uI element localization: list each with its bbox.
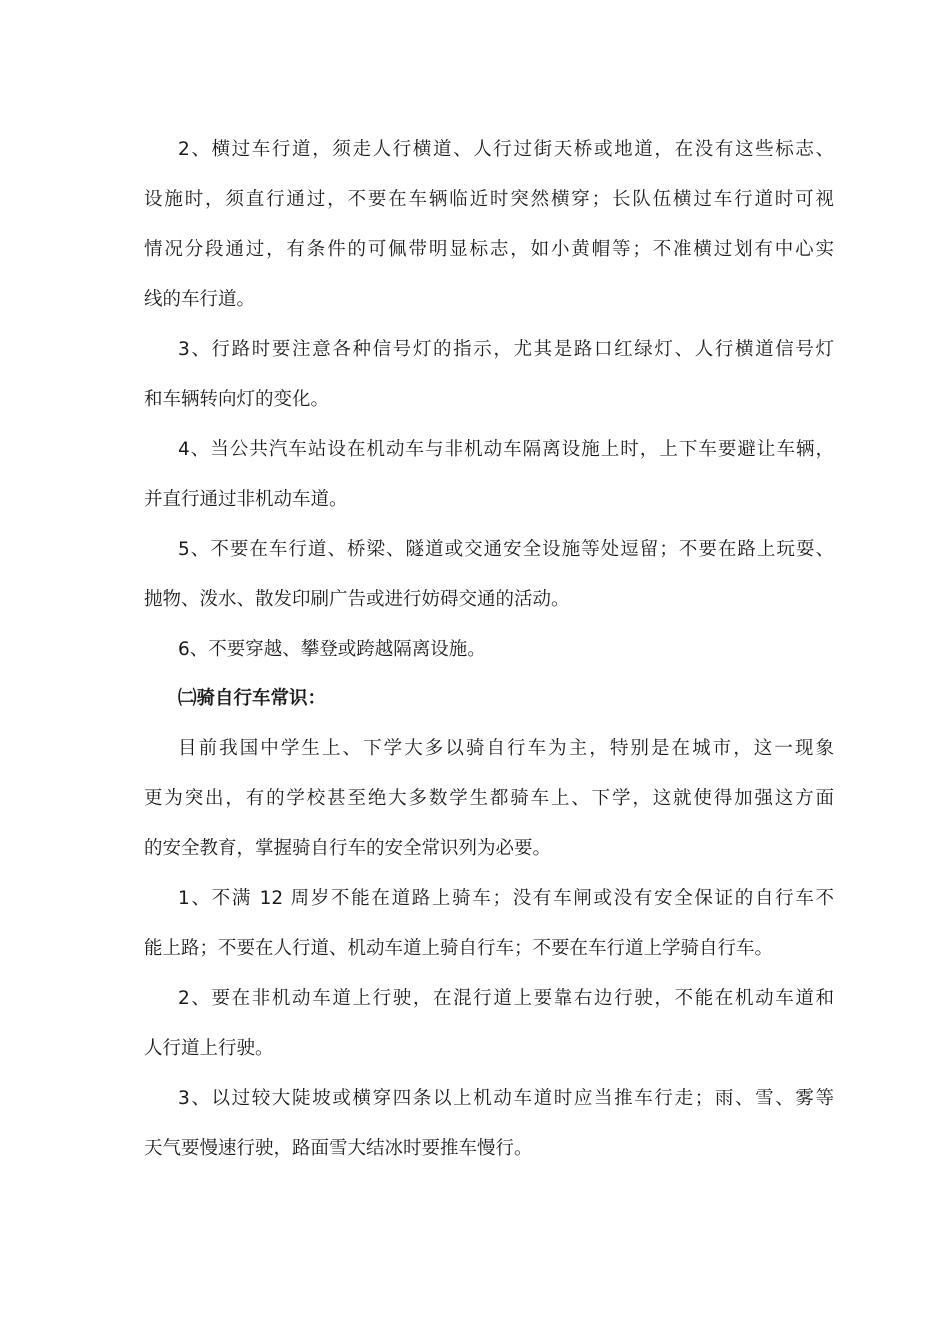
paragraph-line: 2、横过车行道，须走人行横道、人行过街天桥或地道，在没有这些标志、 [178, 139, 834, 160]
paragraph-line: 天气要慢速行驶，路面雪大结冰时要推车慢行。 [144, 1138, 533, 1159]
paragraph-line: 线的车行道。 [144, 289, 256, 310]
paragraph-line: 能上路；不要在人行道、机动车道上骑自行车；不要在车行道上学骑自行车。 [144, 938, 774, 959]
paragraph-line: 5、不要在车行道、桥梁、隧道或交通安全设施等处逗留；不要在路上玩耍、 [178, 539, 834, 560]
paragraph-line: 3、以过较大陡坡或横穿四条以上机动车道时应当推车行走；雨、雪、雾等 [178, 1088, 834, 1109]
paragraph-line: 设施时，须直行通过，不要在车辆临近时突然横穿；长队伍横过车行道时可视 [144, 189, 834, 210]
paragraph-line: 目前我国中学生上、下学大多以骑自行车为主，特别是在城市，这一现象 [178, 738, 834, 759]
paragraph-line: 2、要在非机动车道上行驶，在混行道上要靠右边行驶，不能在机动车道和 [178, 988, 834, 1009]
paragraph-line: 6、不要穿越、攀登或跨越隔离设施。 [178, 639, 486, 660]
paragraph-line: 1、不满 12 周岁不能在道路上骑车；没有车闸或没有安全保证的自行车不 [178, 888, 834, 909]
paragraph-line: 人行道上行驶。 [144, 1038, 274, 1059]
paragraph-line: 的安全教育，掌握骑自行车的安全常识列为必要。 [144, 838, 552, 859]
paragraph-line: 4、当公共汽车站设在机动车与非机动车隔离设施上时，上下车要避让车辆， [178, 439, 834, 460]
paragraph-line: 和车辆转向灯的变化。 [144, 389, 330, 410]
paragraph-line: 3、行路时要注意各种信号灯的指示，尤其是路口红绿灯、人行横道信号灯 [178, 339, 834, 360]
paragraph-line: 抛物、泼水、散发印刷广告或进行妨碍交通的活动。 [144, 589, 570, 610]
paragraph-line: 情况分段通过，有条件的可佩带明显标志，如小黄帽等；不准横过划有中心实 [144, 239, 834, 260]
paragraph-line: 更为突出，有的学校甚至绝大多数学生都骑车上、下学，这就使得加强这方面 [144, 788, 834, 809]
paragraph-line: 并直行通过非机动车道。 [144, 489, 348, 510]
section-heading: ㈡骑自行车常识： [178, 688, 327, 709]
